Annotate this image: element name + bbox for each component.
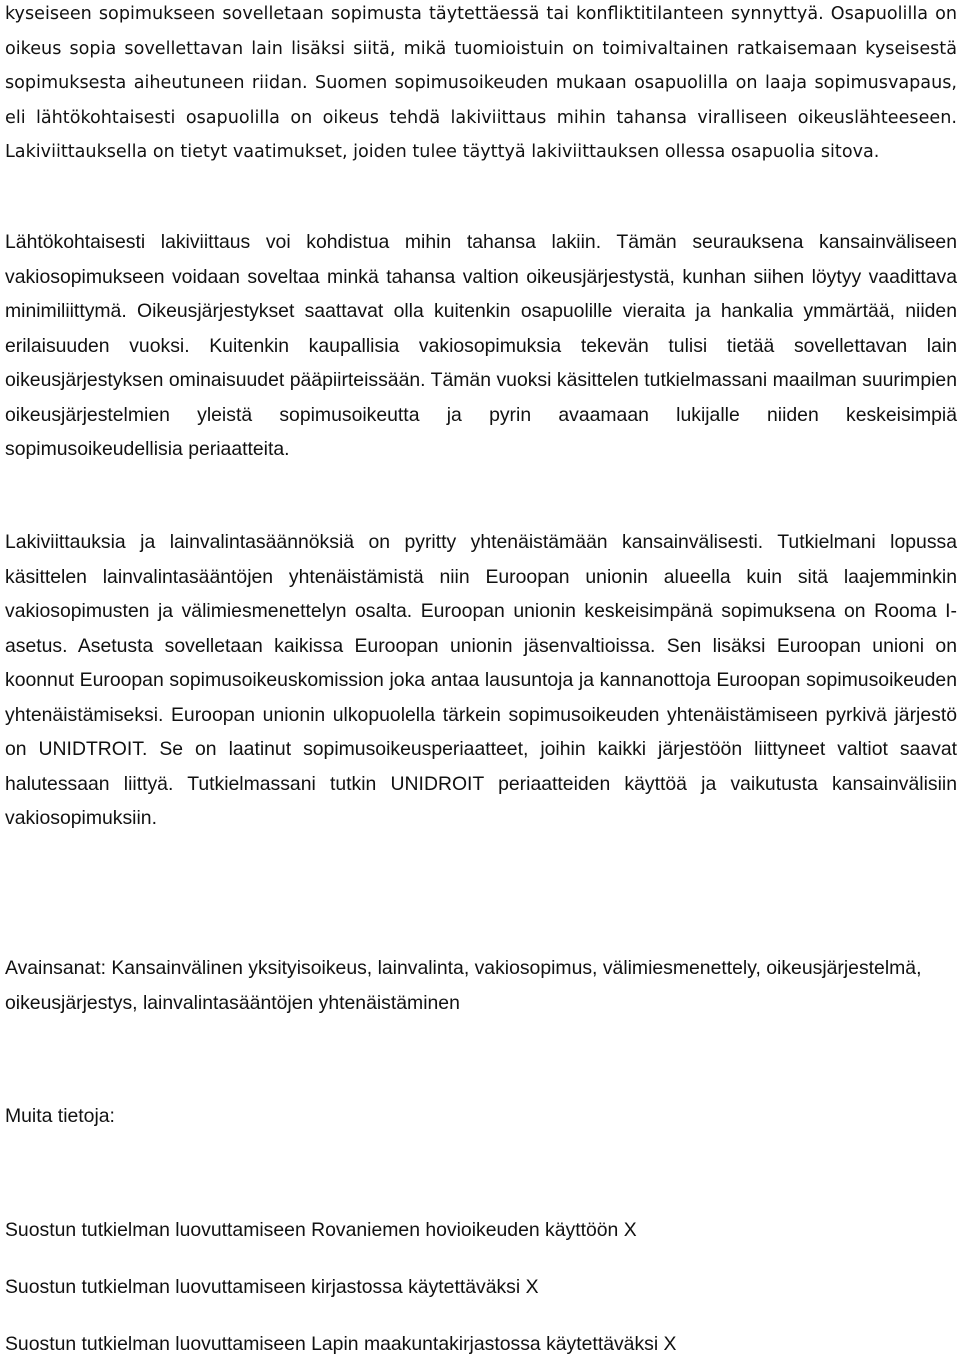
- body-paragraph-3: Lakiviittauksia ja lainvalintasäännöksiä on pyritty yhtenäistämään kansainvälisesti. Tutkielmani lopussa käsittelen lainvalintasääntöjen yhtenäistämistä niin Euroopan unionin alueella kuin sitä laajemminkin vakiosopimusten ja välimiesmenettelyn osalta. Euroopan unionin keskeisimpänä sopimuksena on Rooma I-asetus. Asetusta sovelletaan kaikissa Euroopan unionin jäsenvaltioissa. Sen lisäksi Euroopan unioni on koonnut Euroopan sopimusoikeuskomission joka antaa lausuntoja ja kannanottoja Euroopan sopimusoikeuden yhtenäistämiseksi. Euroopan unionin ulkopuolella tärkein sopimusoikeuden yhtenäistämiseen pyrkivä järjestö on UNIDTROIT. Se on laatinut sopimusoikeusperiaatteet, joihin kaikki järjestöön liittyneet valtiot saavat halutessaan liittyä. Tutkielmassani tutkin UNIDROIT periaatteiden käyttöä ja vaikutusta kansainvälisiin vakiosopimuksiin.: [5, 531, 957, 829]
- consent-line-regional-library: Suostun tutkielman luovuttamiseen Lapin maakuntakirjastossa käytettäväksi X: [5, 1333, 677, 1355]
- other-info-label: Muita tietoja:: [5, 1105, 115, 1127]
- consent-line-court: Suostun tutkielman luovuttamiseen Rovaniemen hovioikeuden käyttöön X: [5, 1219, 637, 1241]
- body-paragraph-1: kyseiseen sopimukseen sovelletaan sopimusta täytettäessä tai konfliktitilanteen synnyttyä. Osapuolilla on oikeus sopia sovellettavan lain lisäksi siitä, mikä tuomioistuin on toimivaltainen ratkaisemaan kyseisestä sopimuksesta aiheutuneen riidan. Suomen sopimusoikeuden mukaan osapuolilla on laaja sopimusvapaus, eli lähtökohtaisesti osapuolilla on oikeus tehdä lakiviittaus mihin tahansa viralliseen oikeuslähteeseen. Lakiviittauksella on tietyt vaatimukset, joiden tulee täyttyä lakiviittauksen ollessa osapuolia sitova.: [5, 4, 957, 162]
- consent-line-library: Suostun tutkielman luovuttamiseen kirjastossa käytettäväksi X: [5, 1276, 539, 1298]
- body-paragraph-2: Lähtökohtaisesti lakiviittaus voi kohdistua mihin tahansa lakiin. Tämän seurauksena kansainväliseen vakiosopimukseen voidaan soveltaa minkä tahansa valtion oikeusjärjestystä, kunhan siihen löytyy vaadittava minimiliittymä. Oikeusjärjestykset saattavat olla kuitenkin osapuolille vieraita ja hankalia ymmärtää, niiden erilaisuuden vuoksi. Kuitenkin kaupallisia vakiosopimuksia tekevän tulisi tietää sovellettavan lain oikeusjärjestyksen ominaisuudet pääpiirteissään. Tämän vuoksi käsittelen tutkielmassani maailman suurimpien oikeusjärjestelmien yleistä sopimusoikeutta ja pyrin avaamaan lukijalle niiden keskeisimpiä sopimusoikeudellisia periaatteita.: [5, 231, 957, 460]
- keywords: Avainsanat: Kansainvälinen yksityisoikeus, lainvalinta, vakiosopimus, välimiesmenettely, oikeusjärjestelmä, oikeusjärjestys, lainvalintasääntöjen yhtenäistäminen: [5, 957, 922, 1014]
